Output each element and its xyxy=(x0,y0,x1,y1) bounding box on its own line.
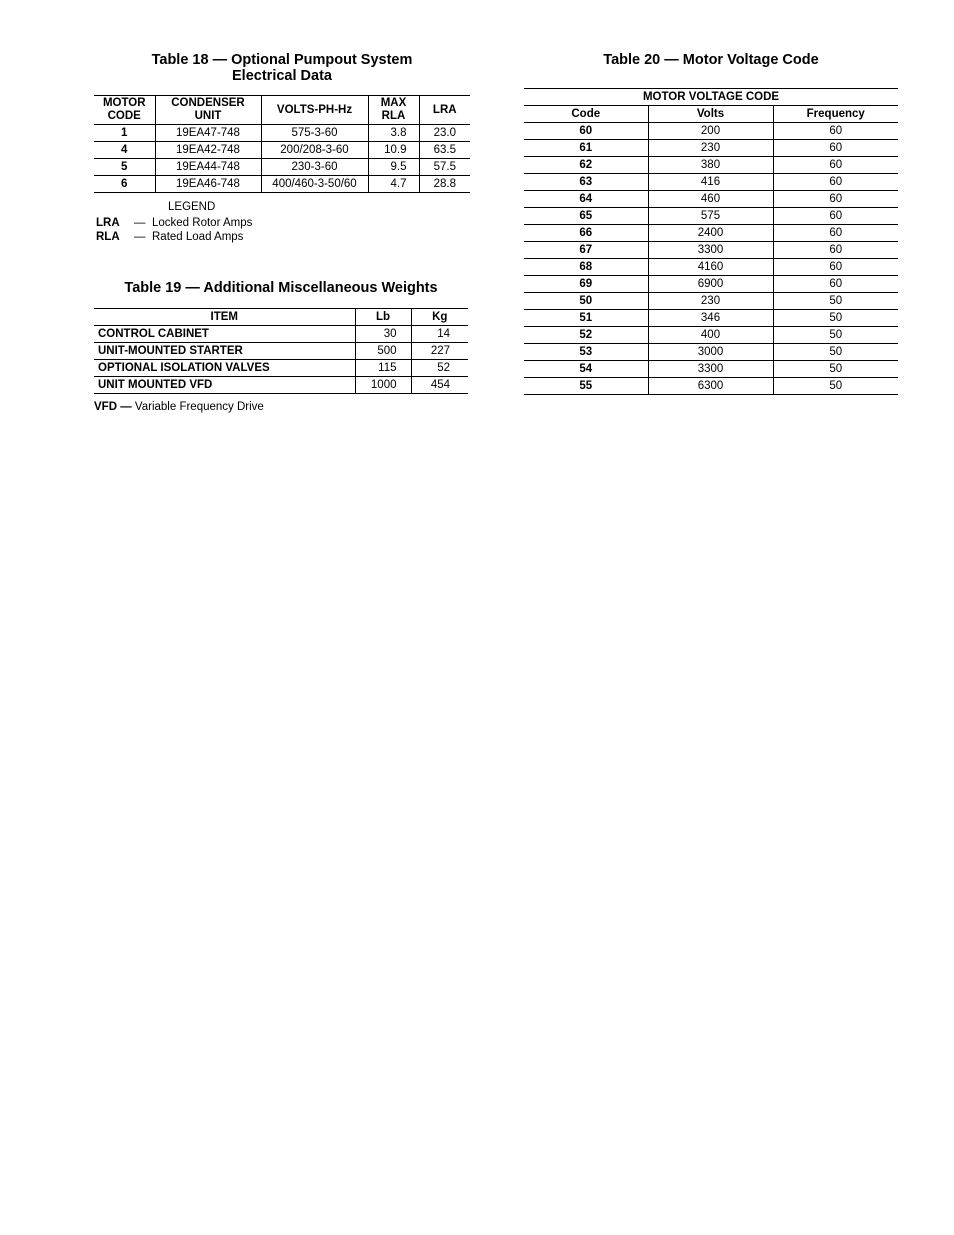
table-row xyxy=(524,140,898,157)
condenser-unit-cell: 19EA44-748 xyxy=(155,159,261,176)
table-row xyxy=(94,343,468,360)
code-cell: 54 xyxy=(524,361,648,378)
table-row xyxy=(524,242,898,259)
frequency-cell: 60 xyxy=(773,123,898,140)
lra-cell: 23.0 xyxy=(419,125,470,142)
code-cell: 55 xyxy=(524,378,648,395)
kg-cell: 227 xyxy=(411,343,468,360)
volts-ph-hz-cell: 230-3-60 xyxy=(261,159,368,176)
kg-cell: 52 xyxy=(411,360,468,377)
lra-cell: 28.8 xyxy=(419,176,470,193)
volts-ph-hz-cell: 200/208-3-60 xyxy=(261,142,368,159)
table-row xyxy=(524,361,898,378)
kg-cell: 14 xyxy=(411,326,468,343)
header-frequency: Frequency xyxy=(773,106,898,123)
table-19-title: Table 19 — Additional Miscellaneous Weights xyxy=(124,280,438,296)
table-row xyxy=(524,208,898,225)
code-cell: 67 xyxy=(524,242,648,259)
volts-cell: 400 xyxy=(648,327,773,344)
table-row xyxy=(94,360,468,377)
table-row xyxy=(524,123,898,140)
lb-cell: 115 xyxy=(355,360,411,377)
table-row xyxy=(524,225,898,242)
volts-cell: 6300 xyxy=(648,378,773,395)
frequency-cell: 50 xyxy=(773,378,898,395)
motor-code-cell: 6 xyxy=(94,176,155,193)
frequency-cell: 50 xyxy=(773,327,898,344)
table-row xyxy=(524,310,898,327)
table-row xyxy=(524,157,898,174)
frequency-cell: 50 xyxy=(773,310,898,327)
frequency-cell: 60 xyxy=(773,259,898,276)
frequency-cell: 60 xyxy=(773,225,898,242)
table-19-section xyxy=(94,280,468,394)
table-row xyxy=(94,377,468,394)
table-header-row xyxy=(94,309,468,326)
item-cell: CONTROL CABINET xyxy=(94,326,355,343)
header-motor-code: MOTOR CODE xyxy=(94,96,155,125)
header-item: ITEM xyxy=(94,309,355,326)
condenser-unit-cell: 19EA47-748 xyxy=(155,125,261,142)
frequency-cell: 60 xyxy=(773,140,898,157)
max-rla-cell: 3.8 xyxy=(368,125,419,142)
item-cell: UNIT-MOUNTED STARTER xyxy=(94,343,355,360)
frequency-cell: 60 xyxy=(773,276,898,293)
legend-item: LRA — Locked Rotor Amps xyxy=(96,217,253,229)
volts-cell: 346 xyxy=(648,310,773,327)
lb-cell: 30 xyxy=(355,326,411,343)
volts-cell: 2400 xyxy=(648,225,773,242)
code-cell: 51 xyxy=(524,310,648,327)
volts-cell: 460 xyxy=(648,191,773,208)
code-cell: 53 xyxy=(524,344,648,361)
frequency-cell: 50 xyxy=(773,293,898,310)
volts-cell: 3300 xyxy=(648,242,773,259)
frequency-cell: 60 xyxy=(773,191,898,208)
code-cell: 63 xyxy=(524,174,648,191)
code-cell: 60 xyxy=(524,123,648,140)
table-row xyxy=(94,176,470,193)
header-code: Code xyxy=(524,106,648,123)
volts-cell: 380 xyxy=(648,157,773,174)
header-motor-voltage-code: MOTOR VOLTAGE CODE xyxy=(524,89,898,106)
table-header-row xyxy=(524,106,898,123)
table-20-section xyxy=(524,52,898,395)
item-cell: OPTIONAL ISOLATION VALVES xyxy=(94,360,355,377)
frequency-cell: 50 xyxy=(773,344,898,361)
table-20-title: Table 20 — Motor Voltage Code xyxy=(603,52,819,68)
header-volts-ph-hz: VOLTS-PH-Hz xyxy=(261,96,368,125)
max-rla-cell: 9.5 xyxy=(368,159,419,176)
volts-cell: 575 xyxy=(648,208,773,225)
volts-ph-hz-cell: 400/460-3-50/60 xyxy=(261,176,368,193)
table-row xyxy=(94,125,470,142)
code-cell: 50 xyxy=(524,293,648,310)
lb-cell: 500 xyxy=(355,343,411,360)
frequency-cell: 50 xyxy=(773,361,898,378)
table-row xyxy=(94,326,468,343)
table-row xyxy=(524,276,898,293)
misc-weights-table xyxy=(94,308,468,394)
code-cell: 61 xyxy=(524,140,648,157)
frequency-cell: 60 xyxy=(773,242,898,259)
frequency-cell: 60 xyxy=(773,157,898,174)
frequency-cell: 60 xyxy=(773,174,898,191)
volts-cell: 6900 xyxy=(648,276,773,293)
max-rla-cell: 10.9 xyxy=(368,142,419,159)
table-span-header-row xyxy=(524,89,898,106)
header-max-rla: MAX RLA xyxy=(368,96,419,125)
header-lra: LRA xyxy=(419,96,470,125)
header-volts: Volts xyxy=(648,106,773,123)
frequency-cell: 60 xyxy=(773,208,898,225)
table-row xyxy=(524,191,898,208)
code-cell: 64 xyxy=(524,191,648,208)
volts-cell: 230 xyxy=(648,293,773,310)
volts-cell: 230 xyxy=(648,140,773,157)
volts-cell: 200 xyxy=(648,123,773,140)
code-cell: 66 xyxy=(524,225,648,242)
table-row xyxy=(524,259,898,276)
legend xyxy=(96,200,252,244)
table-row xyxy=(524,378,898,395)
header-kg: Kg xyxy=(411,309,468,326)
table-row xyxy=(524,344,898,361)
legend-item: RLA — Rated Load Amps xyxy=(96,231,244,243)
header-lb: Lb xyxy=(355,309,411,326)
motor-code-cell: 5 xyxy=(94,159,155,176)
lb-cell: 1000 xyxy=(355,377,411,394)
code-cell: 69 xyxy=(524,276,648,293)
table-row xyxy=(94,142,470,159)
motor-voltage-code-table xyxy=(524,88,898,395)
code-cell: 62 xyxy=(524,157,648,174)
legend-heading: LEGEND xyxy=(168,201,216,213)
header-condenser-unit: CONDENSER UNIT xyxy=(155,96,261,125)
pumpout-electrical-table xyxy=(94,95,470,193)
motor-code-cell: 1 xyxy=(94,125,155,142)
lra-cell: 63.5 xyxy=(419,142,470,159)
motor-code-cell: 4 xyxy=(94,142,155,159)
vfd-footnote: VFD — Variable Frequency Drive xyxy=(94,401,264,413)
kg-cell: 454 xyxy=(411,377,468,394)
table-row xyxy=(524,174,898,191)
volts-cell: 3000 xyxy=(648,344,773,361)
item-cell: UNIT MOUNTED VFD xyxy=(94,377,355,394)
table-18-title: Table 18 — Optional Pumpout System Electrical Data xyxy=(151,52,413,84)
volts-cell: 3300 xyxy=(648,361,773,378)
code-cell: 65 xyxy=(524,208,648,225)
lra-cell: 57.5 xyxy=(419,159,470,176)
condenser-unit-cell: 19EA42-748 xyxy=(155,142,261,159)
code-cell: 68 xyxy=(524,259,648,276)
table-row xyxy=(524,327,898,344)
code-cell: 52 xyxy=(524,327,648,344)
volts-ph-hz-cell: 575-3-60 xyxy=(261,125,368,142)
table-header-row xyxy=(94,96,470,125)
volts-cell: 416 xyxy=(648,174,773,191)
max-rla-cell: 4.7 xyxy=(368,176,419,193)
condenser-unit-cell: 19EA46-748 xyxy=(155,176,261,193)
volts-cell: 4160 xyxy=(648,259,773,276)
table-18-section xyxy=(94,52,470,193)
table-row xyxy=(524,293,898,310)
table-row xyxy=(94,159,470,176)
